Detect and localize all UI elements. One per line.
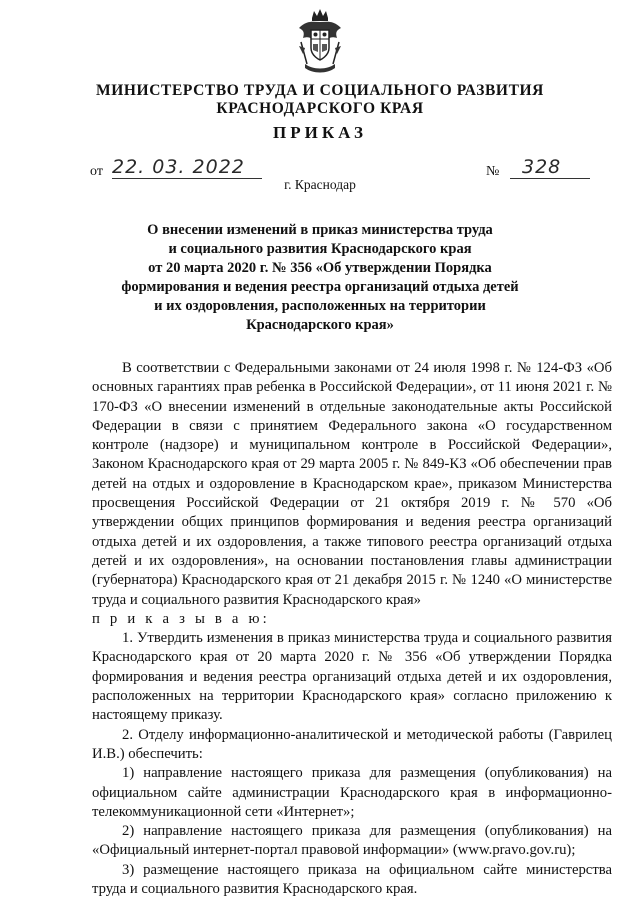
subject-line: от 20 марта 2020 г. № 356 «Об утверждении Порядка [148, 260, 492, 276]
subject-line: и их оздоровления, расположенных на территории [154, 298, 486, 314]
item-2-2-paragraph: 2) направление настоящего приказа для размещения (опубликования) на «Официальный интернет-портал правовой информации» (www.pravo.gov.ru); [92, 823, 612, 859]
document-body [92, 359, 612, 899]
ministry-name-line1: МИНИСТЕРСТВО ТРУДА И СОЦИАЛЬНОГО РАЗВИТИЯ [96, 82, 544, 99]
subject-line: и социального развития Краснодарского края [168, 241, 472, 257]
order-word: п р и к а з ы в а ю: [92, 610, 270, 627]
item-2-1-paragraph: 1) направление настоящего приказа для размещения (опубликования) на официальном сайте администрации Краснодарского края в информационно-телекоммуникационной сети «Интернет»; [92, 765, 612, 820]
item-2-paragraph: 2. Отделу информационно-аналитической и методической работы (Гаврилец И.В.) обеспечить: [92, 726, 612, 762]
city: г. Краснодар [284, 177, 356, 192]
item-1-paragraph: 1. Утвердить изменения в приказ министерства труда и социального развития Краснодарского края от 20 марта 2020 г. № 356 «Об утверждении Порядка формирования и ведения реестра организаций отдыха детей и их оздоровления, расположенных на территории Краснодарского края» согласно приложению к настоящему приказу. [92, 630, 612, 724]
ministry-name [40, 82, 600, 118]
number-prefix: № [486, 164, 500, 179]
subject-line: формирования и ведения реестра организаций отдыха детей [121, 279, 519, 295]
document-type: ПРИКАЗ [273, 123, 367, 142]
date-prefix: от [90, 164, 103, 179]
item-2-3-paragraph: 3) размещение настоящего приказа на официальном сайте министерства труда и социального развития Краснодарского края. [92, 861, 612, 898]
subject-heading [90, 221, 550, 335]
subject-line: О внесении изменений в приказ министерства труда [147, 222, 493, 238]
krasnodar-coat-of-arms-icon [295, 8, 345, 74]
subject-line: Краснодарского края» [246, 317, 394, 333]
ministry-name-line2: КРАСНОДАРСКОГО КРАЯ [216, 100, 424, 117]
handwritten-number: 328 [510, 156, 590, 179]
handwritten-date: 22. 03. 2022 [112, 156, 262, 179]
preamble-paragraph: В соответствии с Федеральными законами от 24 июля 1998 г. № 124-ФЗ «Об основных гарантиях прав ребенка в Российской Федерации», от 11 июня 2021 г. № 170-ФЗ «О внесении изменений в отдельные законодательные акты Российской Федерации в связи с принятием Федерального закона «О государственном контроле (надзоре) и муниципальном контроле в Российской Федерации», Законом Краснодарского края от 29 марта 2005 г. № 849-КЗ «Об обеспечении прав детей на отдых и оздоровление в Краснодарском крае», приказом Министерства просвещения Российской Федерации от 21 октября 2019 г. № 570 «Об утверждении общих принципов формирования и ведения реестра организаций отдыха детей и их оздоровления, а также типового реестра организаций отдыха детей и их оздоровления», на основании постановления главы администрации (губернатора) Краснодарского края от 21 декабря 2015 г. № 1240 «О министерстве труда и социального развития Краснодарского края» [92, 360, 612, 608]
